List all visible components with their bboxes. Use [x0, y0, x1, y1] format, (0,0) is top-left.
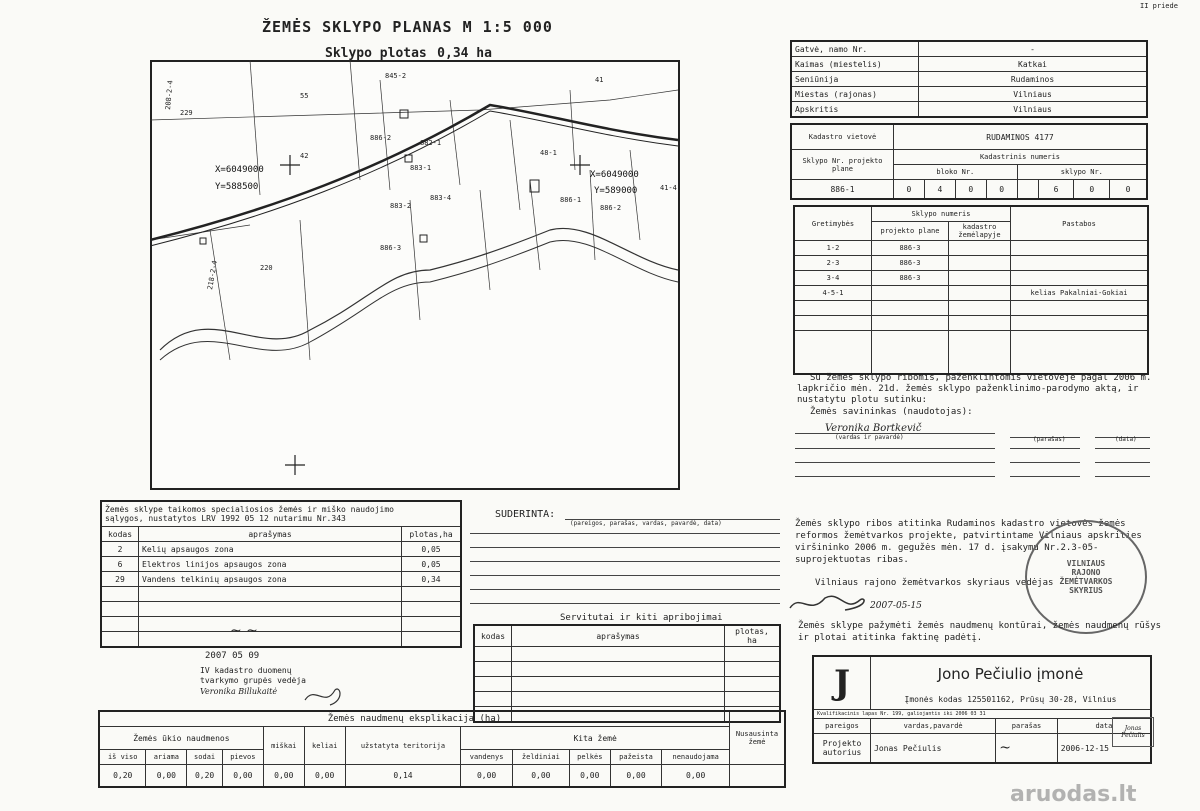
- parcel-label: 220: [260, 264, 273, 272]
- explication-value: 0,20: [187, 765, 223, 787]
- address-value: Katkai: [919, 57, 1148, 72]
- explication-header: pievos: [222, 750, 263, 765]
- round-stamp: [1025, 520, 1147, 634]
- neighbors-table: [793, 205, 1149, 375]
- round-stamp-line: VILNIAUS: [1066, 559, 1106, 568]
- block-digit: 0: [986, 180, 1017, 200]
- explication-header: keliai: [304, 727, 345, 765]
- cadastre-area-value: RUDAMINOS 4177: [894, 124, 1148, 150]
- coord-right-x: X=6049000: [590, 170, 639, 180]
- address-label: Apskritis: [791, 102, 919, 118]
- watermark: aruodas.lt: [1010, 782, 1137, 807]
- parcel-label: 882-1: [420, 139, 442, 147]
- explication-value: 0,00: [461, 765, 513, 787]
- company-signature: ~: [996, 734, 1057, 764]
- condition-area: 0,34: [402, 572, 462, 587]
- address-value: Rudaminos: [919, 72, 1148, 87]
- cadastral-number-label: Kadastrinis numeris: [894, 150, 1148, 165]
- explication-value: 0,00: [304, 765, 345, 787]
- explication-value: 0,20: [99, 765, 146, 787]
- special-conditions-header-1: Žemės sklype taikomos specialiosios žemės ir miško naudojimo: [105, 505, 394, 514]
- round-stamp-line: SKYRIUS: [1069, 586, 1103, 595]
- signature-caption: (parašas): [1033, 436, 1066, 443]
- parcel-label: 886-1: [560, 196, 582, 204]
- left-signature: ~ ~: [230, 623, 258, 639]
- neighbors-row: [794, 331, 1148, 375]
- explication-value: 0,00: [512, 765, 569, 787]
- parcel-label: 42: [300, 152, 309, 160]
- explication-header: sodai: [187, 750, 223, 765]
- explication-header: pelkės: [569, 750, 610, 765]
- explication-header: Nusausinta žemė: [730, 711, 786, 765]
- plot-sub-nr-label: sklypo Nr.: [1017, 165, 1147, 180]
- neighbors-cell: [949, 316, 1011, 331]
- parcel-label: 883-2: [390, 202, 412, 210]
- servitutai-title: Servitutai ir kiti apribojimai: [560, 613, 723, 623]
- suderinta-label: SUDERINTA:: [495, 509, 556, 520]
- neighbors-header: projekto plane: [872, 222, 949, 241]
- address-label: Gatvė, namo Nr.: [791, 41, 919, 57]
- company-author: Jonas Pečiulis: [871, 734, 996, 764]
- area-value: 0,34 ha: [435, 46, 495, 62]
- col-code: kodas: [101, 527, 139, 542]
- block-digit: 0: [894, 180, 925, 200]
- parcel-label: 218-2-4: [206, 259, 220, 291]
- left-signature-mark: [300, 680, 350, 710]
- condition-area: 0,05: [402, 542, 462, 557]
- matches-line-3: viršininko 2006 m. gegužės mėn. 17 d. įsakymu Nr.2.3-05-: [795, 543, 1099, 553]
- parcel-label: 883-4: [430, 194, 452, 202]
- page-corner-note: II priede: [1140, 2, 1178, 10]
- suderinta-caption: (pareigos, parašas, vardas, pavardė, data): [570, 520, 722, 527]
- parcel-label: 41-4: [660, 184, 677, 192]
- area-label-text: Sklypo plotas: [325, 46, 427, 61]
- company-info: Įmonės kodas 125501162, Prūsų 30-28, Vilnius: [871, 691, 1152, 710]
- neighbors-cell: [949, 256, 1011, 271]
- owner-name: Veronika Bortkevič: [825, 423, 922, 434]
- matches-line-1: Žemės sklypo ribos atitinka Rudaminos kadastro vietovės žemės: [795, 519, 1126, 529]
- address-row: [791, 72, 1147, 87]
- statement-line-3: nustatytu plotu sutinku:: [797, 395, 928, 405]
- neighbors-cell: 886-3: [872, 256, 949, 271]
- company-col-name: vardas,pavardė: [871, 719, 996, 734]
- explication-header: miškai: [263, 727, 304, 765]
- neighbors-header: Gretimybės: [794, 206, 872, 241]
- explication-value: 0,00: [146, 765, 187, 787]
- round-stamp-line: RAJONO: [1071, 568, 1101, 577]
- neighbors-cell: 1-2: [794, 241, 872, 256]
- condition-code: 6: [101, 557, 139, 572]
- neighbors-cell: [872, 286, 949, 301]
- round-stamp-line: ŽEMĖTVARKOS: [1059, 577, 1113, 586]
- neighbors-cell: 3-4: [794, 271, 872, 286]
- neighbors-cell: [1011, 256, 1149, 271]
- coord-right-y: Y=589000: [594, 186, 638, 196]
- company-col-date: data: [1057, 719, 1151, 734]
- company-logo: J: [813, 656, 871, 710]
- explication-other-header: Kita žemė: [461, 727, 730, 750]
- block-nr-label: bloko Nr.: [894, 165, 1018, 180]
- neighbors-header: Pastabos: [1011, 206, 1149, 241]
- neighbors-cell: [1011, 301, 1149, 316]
- servitutai-col-description: aprašymas: [512, 625, 725, 647]
- explication-title: Žemės naudmenų eksplikacija (ha): [99, 711, 730, 727]
- matches-line-4: suprojektuotas ribas.: [795, 555, 909, 565]
- owner-name-caption: (vardas ir pavardė): [835, 434, 904, 441]
- plot-digit: 0: [1074, 180, 1110, 200]
- company-name: Jono Pečiulio įmonė: [871, 656, 1152, 691]
- explication-header: pažeista: [610, 750, 662, 765]
- condition-description: Elektros linijos apsaugos zona: [139, 557, 402, 572]
- matches-office: Vilniaus rajono žemėtvarkos skyriaus vedėjas: [815, 578, 1054, 588]
- neighbors-cell: [872, 331, 949, 375]
- neighbors-cell: [949, 301, 1011, 316]
- neighbors-row: [794, 241, 1148, 256]
- plot-nr-value: 886-1: [791, 180, 894, 200]
- address-label: Kaimas (miestelis): [791, 57, 919, 72]
- parcel-label: 886-2: [370, 134, 392, 142]
- servitutai-col-area: plotas, ha: [725, 625, 781, 647]
- neighbors-cell: [949, 271, 1011, 286]
- neighbors-cell: [1011, 331, 1149, 375]
- neighbors-cell: 886-3: [872, 241, 949, 256]
- address-row: [791, 102, 1147, 118]
- special-condition-row: [101, 557, 461, 572]
- neighbors-cell: [1011, 271, 1149, 286]
- neighbors-row: [794, 301, 1148, 316]
- address-value: Vilniaus: [919, 87, 1148, 102]
- explication-header: iš viso: [99, 750, 146, 765]
- plot-nr-label: Sklypo Nr. projekto plane: [791, 150, 894, 180]
- neighbors-cell: [949, 331, 1011, 375]
- parcel-label: 883-1: [410, 164, 432, 172]
- neighbors-cell: [794, 331, 872, 375]
- neighbors-cell: [872, 301, 949, 316]
- company-col-signature: parašas: [996, 719, 1057, 734]
- neighbors-cell: [872, 316, 949, 331]
- author-stamp: Jonas Pečiulis: [1112, 717, 1154, 747]
- explication-table: [98, 710, 786, 788]
- explication-value: 0,00: [569, 765, 610, 787]
- explication-value: 0,00: [222, 765, 263, 787]
- left-stamp-line-1: IV kadastro duomenų: [200, 666, 292, 675]
- condition-code: 29: [101, 572, 139, 587]
- condition-description: Kelių apsaugos zona: [139, 542, 402, 557]
- neighbors-cell: [949, 286, 1011, 301]
- parcel-label: 886-2: [600, 204, 622, 212]
- parcel-label: 48-1: [540, 149, 557, 157]
- left-stamp-line-2: tvarkymo grupės vedėja: [200, 676, 306, 685]
- explication-header: vandenys: [461, 750, 513, 765]
- parcel-label: 41: [595, 76, 604, 84]
- parcel-label: 845-2: [385, 72, 407, 80]
- servitutai-col-code: kodas: [474, 625, 512, 647]
- company-col-role: pareigos: [813, 719, 871, 734]
- statement-line-1: Su žemės sklypo ribomis, paženklintomis vietovėje pagal 2006 m.: [810, 373, 1152, 383]
- condition-description: Vandens telkinių apsaugos zona: [139, 572, 402, 587]
- address-row: [791, 87, 1147, 102]
- explication-header: ariama: [146, 750, 187, 765]
- neighbors-cell: 886-3: [872, 271, 949, 286]
- address-table: [790, 40, 1148, 118]
- matches-date: 2007-05-15: [870, 601, 922, 611]
- explication-header: užstatyta teritorija: [345, 727, 461, 765]
- left-stamp-date: 2007 05 09: [205, 651, 260, 661]
- contours-line-1: Žemės sklype pažymėti žemės naudmenų kontūrai, žemės naudmenų rūšys: [798, 621, 1162, 631]
- neighbors-cell: [1011, 241, 1149, 256]
- parcel-label: 886-3: [380, 244, 402, 252]
- map-frame: [151, 61, 679, 489]
- neighbors-row: [794, 316, 1148, 331]
- neighbors-cell: [794, 316, 872, 331]
- col-area: plotas,ha: [402, 527, 462, 542]
- special-condition-row: [101, 572, 461, 587]
- parcel-map: [150, 60, 680, 490]
- coord-left-x: X=6049000: [215, 165, 264, 175]
- address-label: Miestas (rajonas): [791, 87, 919, 102]
- servitutai-table: [473, 624, 781, 723]
- col-description: aprašymas: [139, 527, 402, 542]
- plot-digit: [1017, 180, 1038, 200]
- company-date: 2006-12-15: [1057, 734, 1151, 764]
- explication-value: 0,14: [345, 765, 461, 787]
- statement-line-2: lapkričio mėn. 21d. žemės sklypo paženklinimo-parodymo aktą, ir: [797, 384, 1139, 394]
- neighbors-cell: 2-3: [794, 256, 872, 271]
- condition-code: 2: [101, 542, 139, 557]
- left-stamp-name: Veronika Billukaitė: [200, 687, 278, 696]
- explication-agri-header: Žemės ūkio naudmenos: [99, 727, 263, 750]
- owner-label: Žemės savininkas (naudotojas):: [810, 407, 973, 417]
- cadastre-area-label: Kadastro vietovė: [791, 124, 894, 150]
- neighbors-row: [794, 286, 1148, 301]
- parcel-label: 229: [180, 109, 193, 117]
- neighbors-header: Sklypo numeris: [872, 206, 1011, 222]
- special-conditions-table: [100, 500, 462, 648]
- company-role: Projekto autorius: [813, 734, 871, 764]
- company-license: Kvalifikacinis lapas Nr. 199, galiojantis iki 2006 03 31: [813, 710, 1151, 719]
- address-value: -: [919, 41, 1148, 57]
- neighbors-cell: 4-5-1: [794, 286, 872, 301]
- explication-header: želdiniai: [512, 750, 569, 765]
- explication-value: 0,00: [610, 765, 662, 787]
- matches-line-2: reformos žemėtvarkos projekte, patvirtintame Vilniaus apskrities: [795, 531, 1142, 541]
- plot-digit: 6: [1038, 180, 1074, 200]
- address-row: [791, 57, 1147, 72]
- block-digit: 0: [955, 180, 986, 200]
- company-table: [812, 655, 1152, 764]
- neighbors-row: [794, 271, 1148, 286]
- explication-value: 0,00: [263, 765, 304, 787]
- coord-left-y: Y=588500: [215, 182, 259, 192]
- neighbors-row: [794, 256, 1148, 271]
- explication-value: [730, 765, 786, 787]
- address-label: Seniūnija: [791, 72, 919, 87]
- explication-values-row: [99, 765, 785, 787]
- special-conditions-header-2: sąlygos, nustatytos LRV 1992 05 12 nutarimu Nr.343: [105, 514, 346, 523]
- address-value: Vilniaus: [919, 102, 1148, 118]
- explication-header: nenaudojama: [662, 750, 730, 765]
- contours-line-2: ir plotai atitinka faktinę padėtį.: [798, 633, 983, 643]
- neighbors-cell: [1011, 316, 1149, 331]
- office-signature: [785, 588, 875, 618]
- special-condition-row: [101, 542, 461, 557]
- cadastre-table: [790, 123, 1148, 200]
- date-caption: (data): [1115, 436, 1137, 443]
- document-title: ŽEMĖS SKLYPO PLANAS M 1:5 000: [262, 18, 553, 36]
- parcel-label: 55: [300, 92, 309, 100]
- neighbors-cell: kelias Pakalniai-Gokiai: [1011, 286, 1149, 301]
- neighbors-cell: [794, 301, 872, 316]
- block-digit: 4: [924, 180, 955, 200]
- condition-area: 0,05: [402, 557, 462, 572]
- neighbors-cell: [949, 241, 1011, 256]
- parcel-label: 208-2-4: [164, 80, 175, 111]
- explication-value: 0,00: [662, 765, 730, 787]
- plot-digit: 0: [1110, 180, 1147, 200]
- address-row: [791, 41, 1147, 57]
- neighbors-header: kadastro žemėlapyje: [949, 222, 1011, 241]
